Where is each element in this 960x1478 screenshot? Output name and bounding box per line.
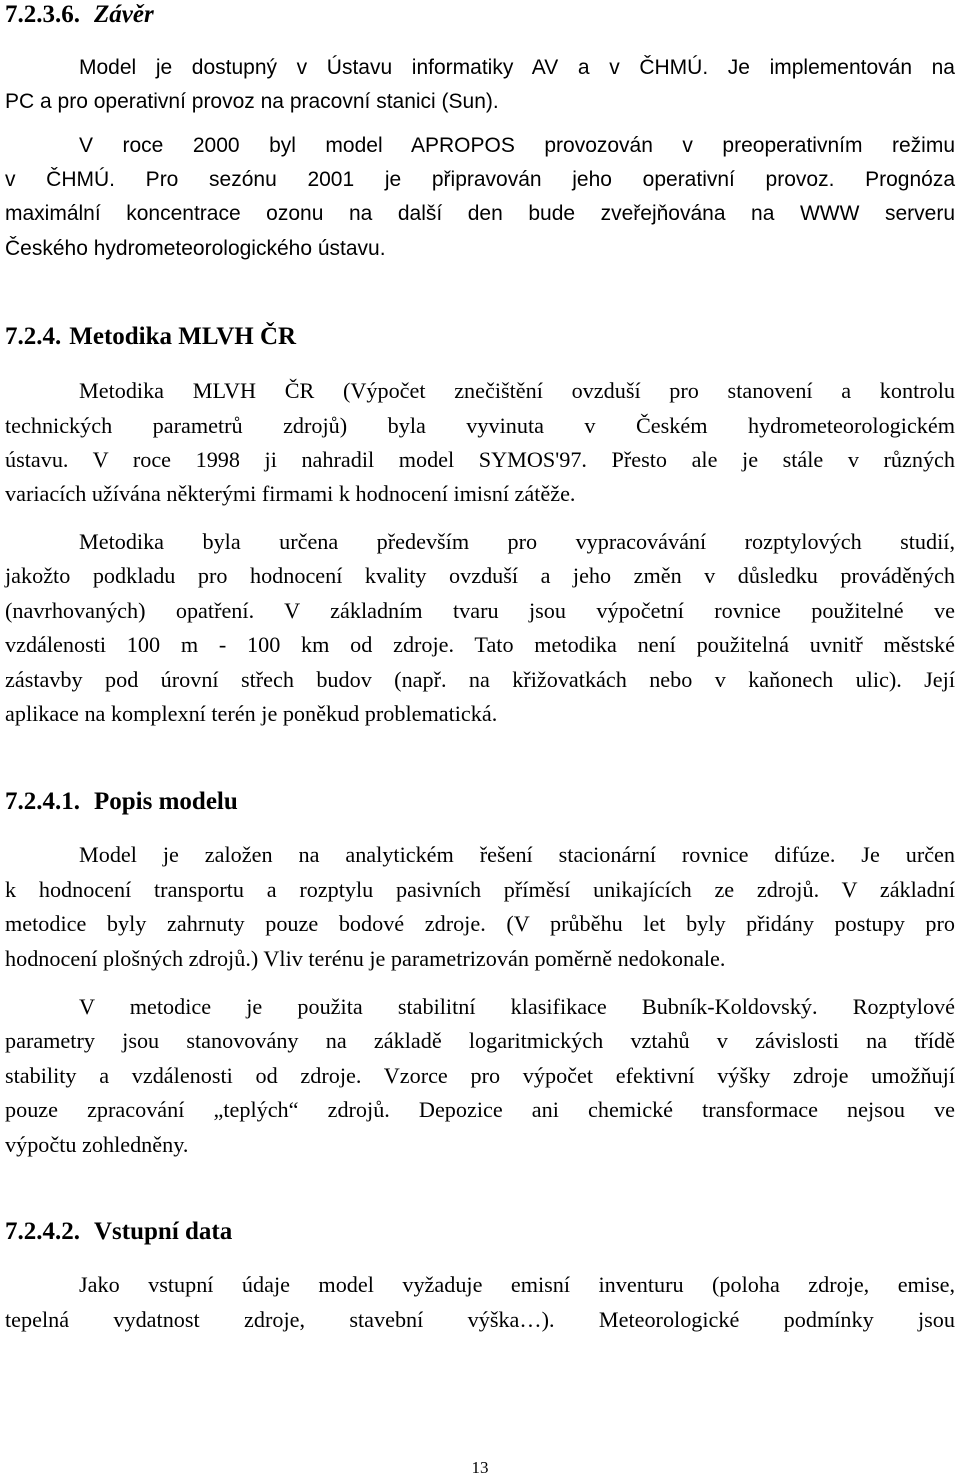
paragraph-line: jakožto podkladu pro hodnocení kvality ovzduší a jeho změn v důsledku prováděných — [5, 563, 955, 588]
section-number: 7.2.4.1. — [5, 788, 80, 815]
paragraph-line: Metodika MLVH ČR (Výpočet znečištění ovzduší pro stanovení a kontrolu — [79, 378, 955, 403]
paragraph-line: Model je založen na analytickém řešení stacionární rovnice difúze. Je určen — [79, 842, 955, 867]
paragraph-line: technických parametrů zdrojů) byla vyvinuta v Českém hydrometeorologickém — [5, 413, 955, 438]
section-number: 7.2.4.2. — [5, 1218, 80, 1245]
paragraph-line: Českého hydrometeorologického ústavu. — [5, 237, 386, 260]
paragraph-line: Model je dostupný v Ústavu informatiky AV a v ČHMÚ. Je implementován na — [79, 56, 955, 79]
paragraph-line: tepelná vydatnost zdroje, stavební výška…). Meteorologické podmínky jsou — [5, 1307, 955, 1332]
section-title: Metodika MLVH ČR — [69, 323, 297, 350]
paragraph-line: aplikace na komplexní terén je poněkud problematická. — [5, 701, 498, 726]
section-number: 7.2.4. — [5, 323, 62, 350]
paragraph-line: vzdálenosti 100 m - 100 km od zdroje. Tato metodika není použitelná uvnitř městské — [5, 632, 955, 657]
section-title: Vstupní data — [94, 1218, 233, 1245]
paragraph-line: hodnocení plošných zdrojů.) Vliv terénu je parametrizován poměrně nedokonale. — [5, 946, 726, 971]
section-number: 7.2.3.6. — [5, 1, 80, 28]
paragraph-line: zástavby pod úrovní střech budov (např. na křižovatkách nebo v kaňonech ulic). Její — [5, 667, 955, 692]
paragraph-line: v ČHMÚ. Pro sezónu 2001 je připravován jeho operativní provoz. Prognóza — [5, 168, 955, 191]
section-heading-popis — [5, 787, 238, 817]
section-heading-zaver — [5, 0, 154, 30]
paragraph-line: k hodnocení transportu a rozptylu pasivních příměsí unikajících ze zdrojů. V základní — [5, 877, 955, 902]
paragraph-line: (navrhovaných) opatření. V základním tvaru jsou výpočetní rovnice použitelné ve — [5, 598, 955, 623]
page-number: 13 — [471, 1458, 489, 1477]
paragraph-line: ústavu. V roce 1998 ji nahradil model SYMOS'97. Přesto ale je stále v různých — [5, 447, 955, 472]
paragraph-line: Jako vstupní údaje model vyžaduje emisní inventuru (poloha zdroje, emise, — [79, 1272, 955, 1297]
paragraph-line: variacích užívána některými firmami k hodnocení imisní zátěže. — [5, 481, 576, 506]
paragraph-line: Metodika byla určena především pro vypracovávání rozptylových studií, — [79, 529, 955, 554]
paragraph-line: výpočtu zohledněny. — [5, 1132, 189, 1157]
paragraph-line: stability a vzdálenosti od zdroje. Vzorce pro výpočet efektivní výšky zdroje umožňují — [5, 1063, 955, 1088]
section-title: Popis modelu — [94, 788, 238, 815]
paragraph-line: PC a pro operativní provoz na pracovní stanici (Sun). — [5, 90, 499, 113]
section-heading-vstupni-data — [5, 1217, 232, 1247]
paragraph-line: V roce 2000 byl model APROPOS provozován v preoperativním režimu — [79, 134, 955, 157]
section-title: Závěr — [94, 1, 154, 28]
paragraph-line: parametry jsou stanovovány na základě logaritmických vztahů v závislosti na třídě — [5, 1028, 955, 1053]
paragraph-line: V metodice je použita stabilitní klasifikace Bubník-Koldovský. Rozptylové — [79, 994, 955, 1019]
paragraph-line: maximální koncentrace ozonu na další den bude zveřejňována na WWW serveru — [5, 202, 955, 225]
paragraph-line: pouze zpracování „teplých“ zdrojů. Depozice ani chemické transformace nejsou ve — [5, 1097, 955, 1122]
paragraph-line: metodice byly zahrnuty pouze bodové zdroje. (V průběhu let byly přidány postupy pro — [5, 911, 955, 936]
section-heading-metodika — [5, 322, 296, 352]
